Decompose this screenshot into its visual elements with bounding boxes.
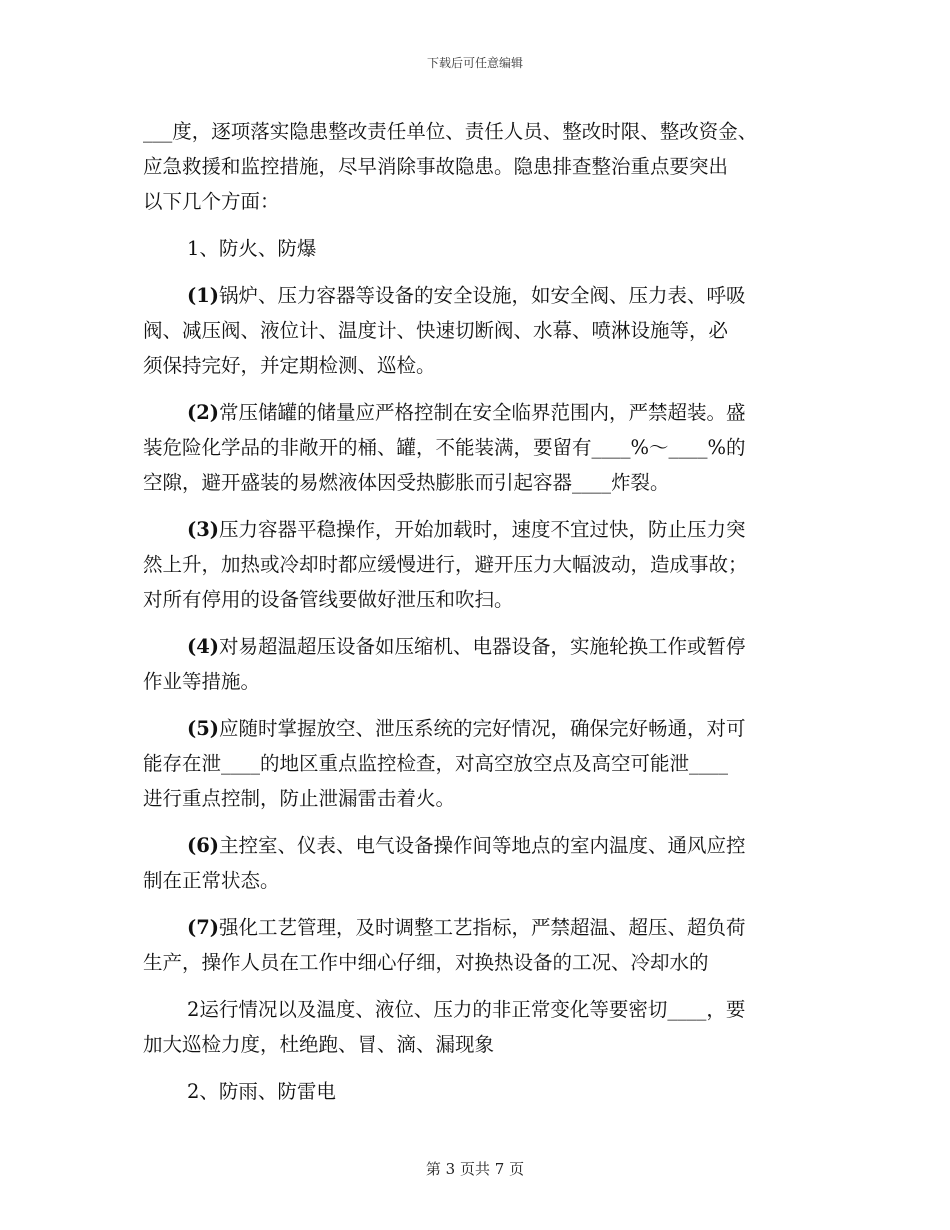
text-line: 以下几个方面： [143,190,280,213]
paragraph-item-1 [143,278,813,383]
text-line: 须保持完好，并定期检测、巡检。 [143,354,436,377]
text-line: 作业等措施。 [143,670,261,693]
item-number: (4) [187,635,220,658]
section-heading-fire [143,231,813,266]
text-line: 能存在泄____的地区重点监控检查，对高空放空点及高空可能泄____ [143,752,729,775]
text-line: 主控室、仪表、电气设备操作间等地点的室内温度、通风应控 [219,834,746,857]
item-number: (7) [187,916,220,939]
text-line: 阀、减压阀、液位计、温度计、快速切断阀、水幕、喷淋设施等，必 [143,319,729,342]
text-line: 进行重点控制，防止泄漏雷击着火。 [143,787,456,810]
item-number: (5) [187,717,220,740]
text-line: 对所有停用的设备管线要做好泄压和吹扫。 [143,588,514,611]
text-line: 压力容器平稳操作，开始加载时，速度不宜过快，防止压力突 [219,518,746,541]
text-line: 然上升，加热或冷却时都应缓慢进行，避开压力大幅波动，造成事故； [143,553,748,576]
paragraph-intro [143,114,813,219]
text-line: 强化工艺管理，及时调整工艺指标，严禁超温、超压、超负荷 [219,916,746,939]
item-number: (6) [187,834,220,857]
text-line: 对易超温超压设备如压缩机、电器设备，实施轮换工作或暂停 [219,635,746,658]
paragraph-continuation [143,992,813,1062]
text-line: 加大巡检力度，杜绝跑、冒、滴、漏现象 [143,1033,495,1056]
text-line: 制在正常状态。 [143,869,280,892]
item-number: (2) [187,401,220,424]
paragraph-item-4 [143,629,813,699]
text-line: 2运行情况以及温度、液位、压力的非正常变化等要密切____，要 [187,998,746,1021]
text-line: ___度，逐项落实隐患整改责任单位、责任人员、整改时限、整改资金、 [143,120,758,143]
section-heading: 1、防火、防爆 [187,237,317,260]
paragraph-item-3 [143,512,813,617]
page-footer: 第 3 页共 7 页 [425,1160,525,1178]
text-line: 空隙，避开盛装的易燃液体因受热膨胀而引起容器____炸裂。 [143,471,670,494]
text-line: 应急救援和监控措施，尽早消除事故隐患。隐患排查整治重点要突出 [143,155,729,178]
section-heading-rain [143,1074,813,1109]
paragraph-item-6 [143,828,813,898]
text-line: 常压储罐的储量应严格控制在安全临界范围内，严禁超装。盛 [219,401,746,424]
item-number: (3) [187,518,220,541]
page-header: 下载后可任意编辑 [426,56,523,70]
text-line: 生产，操作人员在工作中细心仔细，对换热设备的工况、冷却水的 [143,951,709,974]
item-number: (1) [187,284,220,307]
paragraph-item-7 [143,910,813,980]
text-line: 应随时掌握放空、泄压系统的完好情况，确保完好畅通，对可 [219,717,746,740]
document-body [143,114,813,1121]
paragraph-item-5 [143,711,813,816]
text-line: 装危险化学品的非敞开的桶、罐，不能装满，要留有____%～____%的 [143,436,746,459]
text-line: 锅炉、压力容器等设备的安全设施，如安全阀、压力表、呼吸 [219,284,746,307]
section-heading: 2、防雨、防雷电 [187,1080,336,1103]
paragraph-item-2 [143,395,813,500]
